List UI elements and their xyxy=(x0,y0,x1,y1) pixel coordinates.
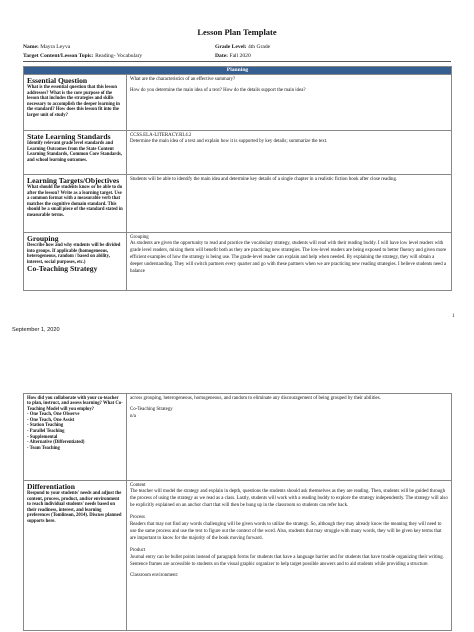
co-teaching-model: - Alternative (Differentiated) xyxy=(27,440,85,446)
header-divider xyxy=(23,61,451,62)
process-heading: Process xyxy=(130,515,145,521)
learning-targets-answer: Students will be able to identify the main idea and determine key details of a single chapter in a realistic fiction book after close reading. xyxy=(130,176,398,182)
environment-heading: Classroom environment: xyxy=(130,573,179,579)
footer-date: September 1, 2020 xyxy=(12,327,60,333)
co-teaching-model: - Team Teaching xyxy=(27,445,60,451)
topic-value: Reading- Vocabulary xyxy=(95,53,143,59)
co-teaching-answer: n/a xyxy=(130,414,136,420)
state-standards-description: Identify relevant grade level standards and Learning Outcomes from the State Content Learning Standards, Common Core Standards, and school learning outcomes. xyxy=(27,141,122,163)
co-teaching-description: How did you collaborate with your co-teacher to plan, instruct, and assess learning? What Co-Teaching Model will you employ? xyxy=(27,395,123,412)
page-title: Lesson Plan Template xyxy=(197,27,277,37)
differentiation-description: Respond to your students' needs and adjust the content, process, product, and/or environment to reach individual students' needs based on their readiness, interest, and learning preferences (Tomlinson, 2014). Discuss planned supports here. xyxy=(27,491,122,524)
grade-value: 4th Grade xyxy=(247,44,271,50)
essential-question-answer-1: What are the characteristics of an effective summary? xyxy=(130,76,236,82)
table-row-co-teaching xyxy=(24,394,452,481)
content-heading: Content xyxy=(130,482,146,488)
standard-text: Determine the main idea of a text and explain how it is supported by key details; summarize the text. xyxy=(130,139,328,145)
content-text: The teacher will model the strategy and explain in depth, questions the students should ask themselves as they are reading. Then, students will be guided through the process of using the strategy as we read as a class. Lastly, students will work with a reading buddy to explore the strategy independently. The strategy will also be explicitly explained on an anchor chart that will then be hung up in the classroom so students can refer back. xyxy=(130,489,448,509)
essential-question-answer-2: How do you determine the main idea of a text? How do the details support the main idea? xyxy=(130,88,306,94)
state-standards-title: State Learning Standards xyxy=(27,131,111,141)
page-gap xyxy=(0,350,474,375)
planning-table xyxy=(23,66,452,291)
grouping-answer-heading: Grouping xyxy=(130,234,149,240)
table-row-differentiation xyxy=(24,481,452,631)
grade-level-line xyxy=(215,44,270,50)
essential-question-title: Essential Question xyxy=(27,75,88,85)
differentiation-title: Differentiation xyxy=(27,481,75,491)
product-heading: Product xyxy=(130,547,146,553)
product-text: Journal entry can be bullet points instead of paragraph forms for students that have a language barrier and for students that have trouble organizing their writing. Sentence frames are accessible to students on the visual graphic organizer to help target possible answers and to aid students while providing a structure. xyxy=(130,554,444,567)
name-label: Name: xyxy=(23,44,39,50)
date-line xyxy=(215,53,251,59)
essential-question-description: What is the essential question that this lesson addresses? What is the core purpose of the lesson that includes the strategies and skills necessary to accomplish the deeper learning in the standard? How does this lesson fit into the larger unit of study? xyxy=(27,85,120,118)
grouping-answer: As students are given the opportunity to read and practice the vocabulary strategy, students will read with their reading buddy. I will have low level readers with grade level readers, mixing them will benefit both as they are practicing new strategies. The low-level readers are being exposed to better fluency and given more efficient examples of how the strategy is being use. The grade-level reader can explain and help when needed. By explaining the strategy, they will obtain a deeper understanding. They will switch partners every quarter and go with these partners when we are practicing new reading strategies. I believe students need a balance xyxy=(130,241,447,275)
topic-line xyxy=(23,53,142,59)
co-teaching-model: - Supplemental xyxy=(27,434,58,440)
co-teaching-answer-heading: Co-Teaching Strategy xyxy=(130,407,173,413)
co-teaching-model: - One Teach, One Assist xyxy=(27,417,75,423)
table-row-learning-targets xyxy=(24,175,452,233)
grade-label: Grade Level: xyxy=(215,44,247,50)
table-row-state-standards xyxy=(24,131,452,175)
name-value: Mayra Leyva xyxy=(40,44,71,50)
co-teaching-title: Co-Teaching Strategy xyxy=(27,264,98,274)
grouping-title: Grouping xyxy=(27,233,59,243)
learning-targets-title: Learning Targets/Objectives xyxy=(27,175,120,185)
standard-code: CCSS.ELA-LITERACY.RI.4.2 xyxy=(130,132,192,138)
table-row-essential-question xyxy=(24,75,452,131)
grouping-description: Describe how and why students will be divided into groups. If applicable (homogeneous, heterogeneous, random / based on ability, interest, social purposes, etc.) xyxy=(27,243,121,265)
document-page-2 xyxy=(0,375,474,632)
co-teaching-model: - One Teach, One Observe xyxy=(27,412,80,418)
grouping-answer-continued: across grouping, heterogeneous, homogeneous, and random to eliminate any discouragement of being grouped by their abilities. xyxy=(130,395,381,401)
process-text: Readers that may not find any words challenging will be given words to utilize the strategy. So, although they may already know the meaning they will need to use the same process and use the text to figure out the context of the word. Also, students that may struggle with many words, they will be given key terms that are important to know for the majority of the book moving forward. xyxy=(130,522,442,541)
table-row-grouping xyxy=(24,233,452,291)
planning-table-continued xyxy=(23,393,452,631)
co-teaching-model: - Station Teaching xyxy=(27,423,64,429)
name-line xyxy=(23,44,70,50)
co-teaching-model: - Parallel Teaching xyxy=(27,429,65,435)
planning-header: Planning xyxy=(24,67,452,75)
page-number: 1 xyxy=(452,313,455,319)
topic-label: Target Content/Lesson Topic: xyxy=(23,53,94,59)
date-value: Fall 2020 xyxy=(229,53,251,59)
date-label: Date: xyxy=(215,53,229,59)
learning-targets-description: What should the students know or be able to do after the lesson? Write as a learning target. Use a common format with a measurable verb that matches the cognitive domain standard. This should be a small piece of the standard stated in measurable terms. xyxy=(27,185,123,218)
